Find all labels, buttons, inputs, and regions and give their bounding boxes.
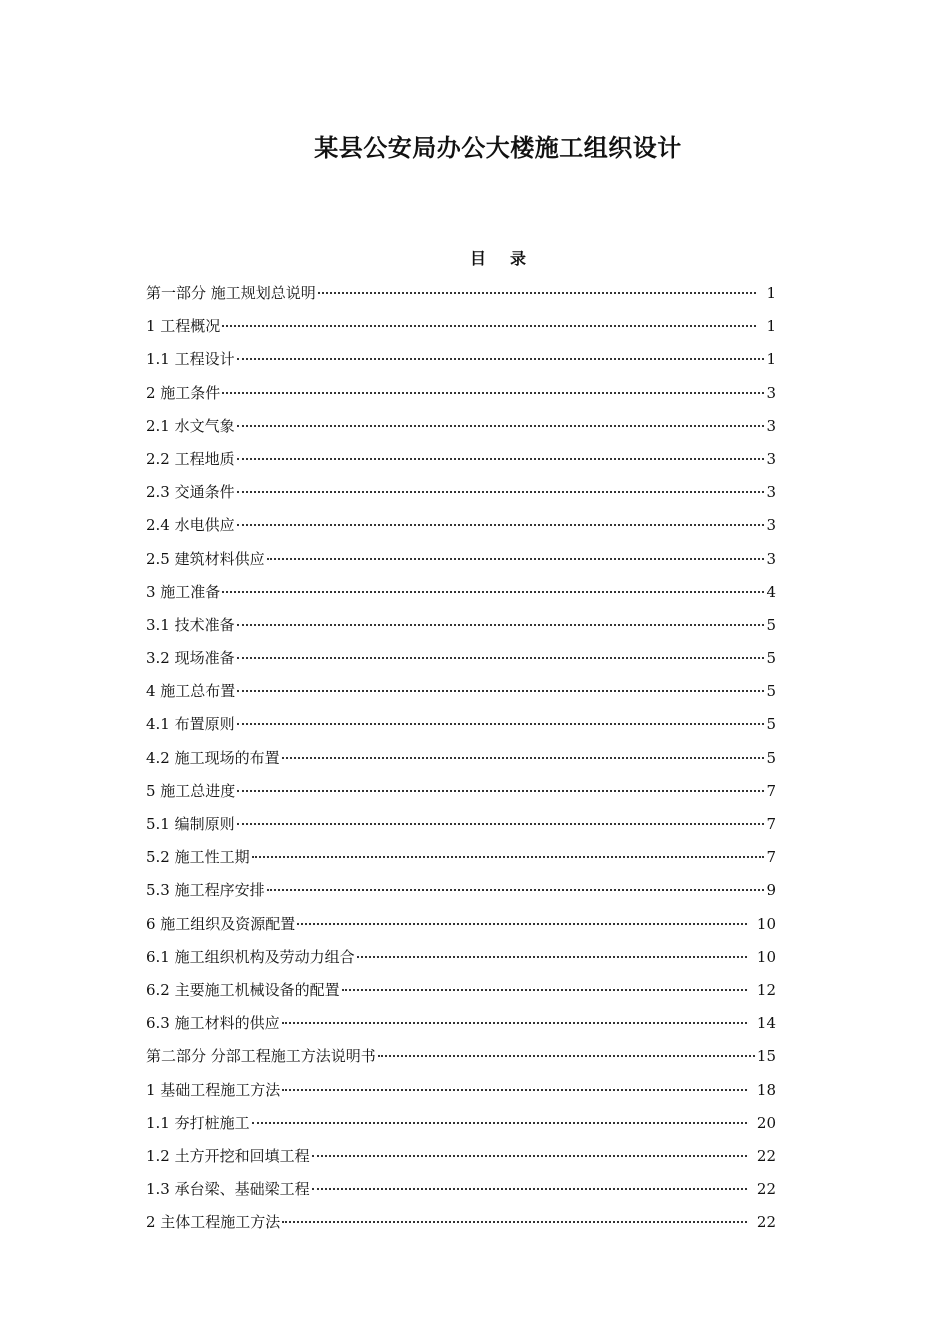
toc-entry-label: 6 施工组织及资源配置: [146, 914, 296, 933]
toc-entry[interactable]: [146, 1176, 776, 1209]
toc-entry-label: 6.2 主要施工机械设备的配置: [146, 980, 340, 999]
toc-entry-label: 2 主体工程施工方法: [146, 1213, 281, 1232]
toc-entry-label: 2 施工条件: [146, 383, 221, 402]
toc-entry[interactable]: [146, 313, 776, 346]
toc-entry-label: 5.2 施工性工期: [146, 848, 250, 867]
toc-entry-label: 5.1 编制原则: [146, 815, 235, 833]
toc-leader-dots: [378, 1055, 755, 1057]
document-title: 某县公安局办公大楼施工组织设计: [314, 133, 682, 162]
toc-entry[interactable]: [146, 844, 776, 877]
toc-entry[interactable]: [146, 479, 776, 512]
toc-entry-label: 2.2 工程地质: [146, 449, 235, 468]
toc-entry-page-number: 5: [766, 615, 776, 634]
toc-entry-page-number: 7: [766, 781, 776, 800]
toc-entry-page-number: 1: [766, 350, 776, 369]
toc-entry-label: 1.2 土方开挖和回填工程: [146, 1146, 310, 1165]
toc-entry-page-number: 10: [756, 947, 776, 966]
toc-entry-label: 1 基础工程施工方法: [146, 1080, 281, 1099]
toc-leader-dots: [318, 292, 756, 294]
toc-entry-page-number: 15: [756, 1047, 776, 1066]
toc-heading-char: 目: [469, 249, 486, 268]
toc-entry-label: 1.1 夯打桩施工: [146, 1113, 250, 1132]
toc-entry-label: 1.3 承台梁、基础梁工程: [146, 1180, 310, 1199]
toc-entry[interactable]: [146, 380, 776, 413]
toc-leader-dots: [237, 790, 764, 792]
toc-entry-page-number: 5: [766, 715, 776, 734]
toc-entry-label: 3.2 现场准备: [146, 649, 235, 668]
toc-entry-page-number: 1: [766, 284, 776, 302]
toc-entry[interactable]: [146, 745, 776, 778]
toc-leader-dots: [297, 923, 747, 925]
toc-entry-page-number: 14: [756, 1014, 776, 1033]
toc-leader-dots: [312, 1188, 747, 1190]
toc-entry[interactable]: [146, 512, 776, 545]
toc-entry-page-number: 18: [756, 1080, 776, 1099]
toc-leader-dots: [282, 757, 764, 759]
table-of-contents: [146, 280, 776, 1242]
toc-leader-dots: [282, 1022, 747, 1024]
toc-leader-dots: [237, 358, 764, 360]
toc-entry[interactable]: [146, 1143, 776, 1176]
toc-entry-label: 2.4 水电供应: [146, 516, 235, 535]
toc-entry[interactable]: [146, 612, 776, 645]
toc-leader-dots: [237, 425, 764, 427]
toc-entry[interactable]: [146, 1043, 776, 1076]
toc-leader-dots: [222, 325, 756, 327]
toc-entry-page-number: 22: [756, 1180, 776, 1199]
toc-entry-page-number: 7: [766, 848, 776, 867]
toc-entry-page-number: 3: [766, 483, 776, 502]
toc-entry[interactable]: [146, 1077, 776, 1110]
toc-entry-label: 5.3 施工程序安排: [146, 881, 265, 900]
toc-leader-dots: [267, 558, 764, 560]
toc-entry-label: 4.1 布置原则: [146, 715, 235, 734]
toc-leader-dots: [237, 491, 764, 493]
toc-entry-page-number: 5: [766, 748, 776, 767]
toc-leader-dots: [252, 1122, 747, 1124]
toc-entry[interactable]: [146, 546, 776, 579]
toc-entry[interactable]: [146, 1209, 776, 1242]
toc-entry-page-number: 9: [766, 881, 776, 900]
toc-entry[interactable]: [146, 811, 776, 844]
toc-entry[interactable]: [146, 778, 776, 811]
toc-entry-page-number: 22: [756, 1146, 776, 1165]
toc-entry[interactable]: [146, 877, 776, 910]
toc-entry-page-number: 1: [766, 317, 776, 336]
toc-entry[interactable]: [146, 280, 776, 313]
toc-leader-dots: [237, 624, 764, 626]
toc-leader-dots: [282, 1221, 747, 1223]
toc-entry-label: 6.1 施工组织机构及劳动力组合: [146, 947, 355, 966]
toc-entry-page-number: 4: [766, 582, 776, 601]
toc-leader-dots: [237, 823, 764, 825]
toc-entry[interactable]: [146, 645, 776, 678]
toc-entry-label: 4.2 施工现场的布置: [146, 748, 280, 767]
toc-entry-label: 2.5 建筑材料供应: [146, 549, 265, 568]
toc-leader-dots: [312, 1155, 747, 1157]
toc-leader-dots: [252, 856, 764, 858]
toc-leader-dots: [222, 591, 764, 593]
toc-entry-label: 2.1 水文气象: [146, 416, 235, 435]
toc-leader-dots: [237, 657, 764, 659]
toc-entry-page-number: 22: [756, 1213, 776, 1232]
toc-entry[interactable]: [146, 711, 776, 744]
toc-entry-label: 1 工程概况: [146, 317, 221, 336]
toc-leader-dots: [237, 458, 764, 460]
toc-entry-page-number: 3: [766, 416, 776, 435]
toc-heading-char: 录: [510, 249, 527, 268]
toc-entry[interactable]: [146, 1010, 776, 1043]
toc-entry-label: 第一部分 施工规划总说明: [146, 284, 316, 302]
toc-entry[interactable]: [146, 944, 776, 977]
toc-leader-dots: [237, 723, 764, 725]
toc-entry-page-number: 20: [756, 1113, 776, 1132]
toc-entry-label: 6.3 施工材料的供应: [146, 1014, 280, 1033]
toc-leader-dots: [267, 889, 764, 891]
toc-entry-label: 第二部分 分部工程施工方法说明书: [146, 1047, 376, 1066]
toc-entry-label: 4 施工总布置: [146, 682, 236, 701]
toc-entry-label: 3.1 技术准备: [146, 615, 235, 634]
toc-entry[interactable]: [146, 413, 776, 446]
toc-entry-page-number: 3: [766, 516, 776, 535]
toc-entry[interactable]: [146, 579, 776, 612]
toc-leader-dots: [282, 1089, 747, 1091]
toc-leader-dots: [237, 690, 764, 692]
toc-heading: [0, 246, 950, 272]
toc-leader-dots: [342, 989, 747, 991]
toc-leader-dots: [357, 956, 747, 958]
toc-entry-page-number: 10: [756, 914, 776, 933]
toc-entry-page-number: 3: [766, 383, 776, 402]
toc-entry[interactable]: [146, 977, 776, 1010]
toc-entry-page-number: 12: [756, 980, 776, 999]
toc-leader-dots: [222, 392, 764, 394]
toc-entry-page-number: 3: [766, 449, 776, 468]
toc-entry-label: 3 施工准备: [146, 582, 221, 601]
toc-leader-dots: [237, 524, 764, 526]
toc-entry[interactable]: [146, 1110, 776, 1143]
toc-entry-label: 2.3 交通条件: [146, 483, 235, 502]
toc-entry-page-number: 5: [766, 649, 776, 668]
toc-entry[interactable]: [146, 911, 776, 944]
toc-entry-page-number: 7: [766, 815, 776, 833]
toc-entry-label: 1.1 工程设计: [146, 350, 235, 369]
toc-entry-page-number: 3: [766, 549, 776, 568]
toc-entry[interactable]: [146, 446, 776, 479]
toc-entry-page-number: 5: [766, 682, 776, 701]
toc-entry-label: 5 施工总进度: [146, 781, 236, 800]
toc-entry[interactable]: [146, 678, 776, 711]
toc-entry[interactable]: [146, 346, 776, 379]
